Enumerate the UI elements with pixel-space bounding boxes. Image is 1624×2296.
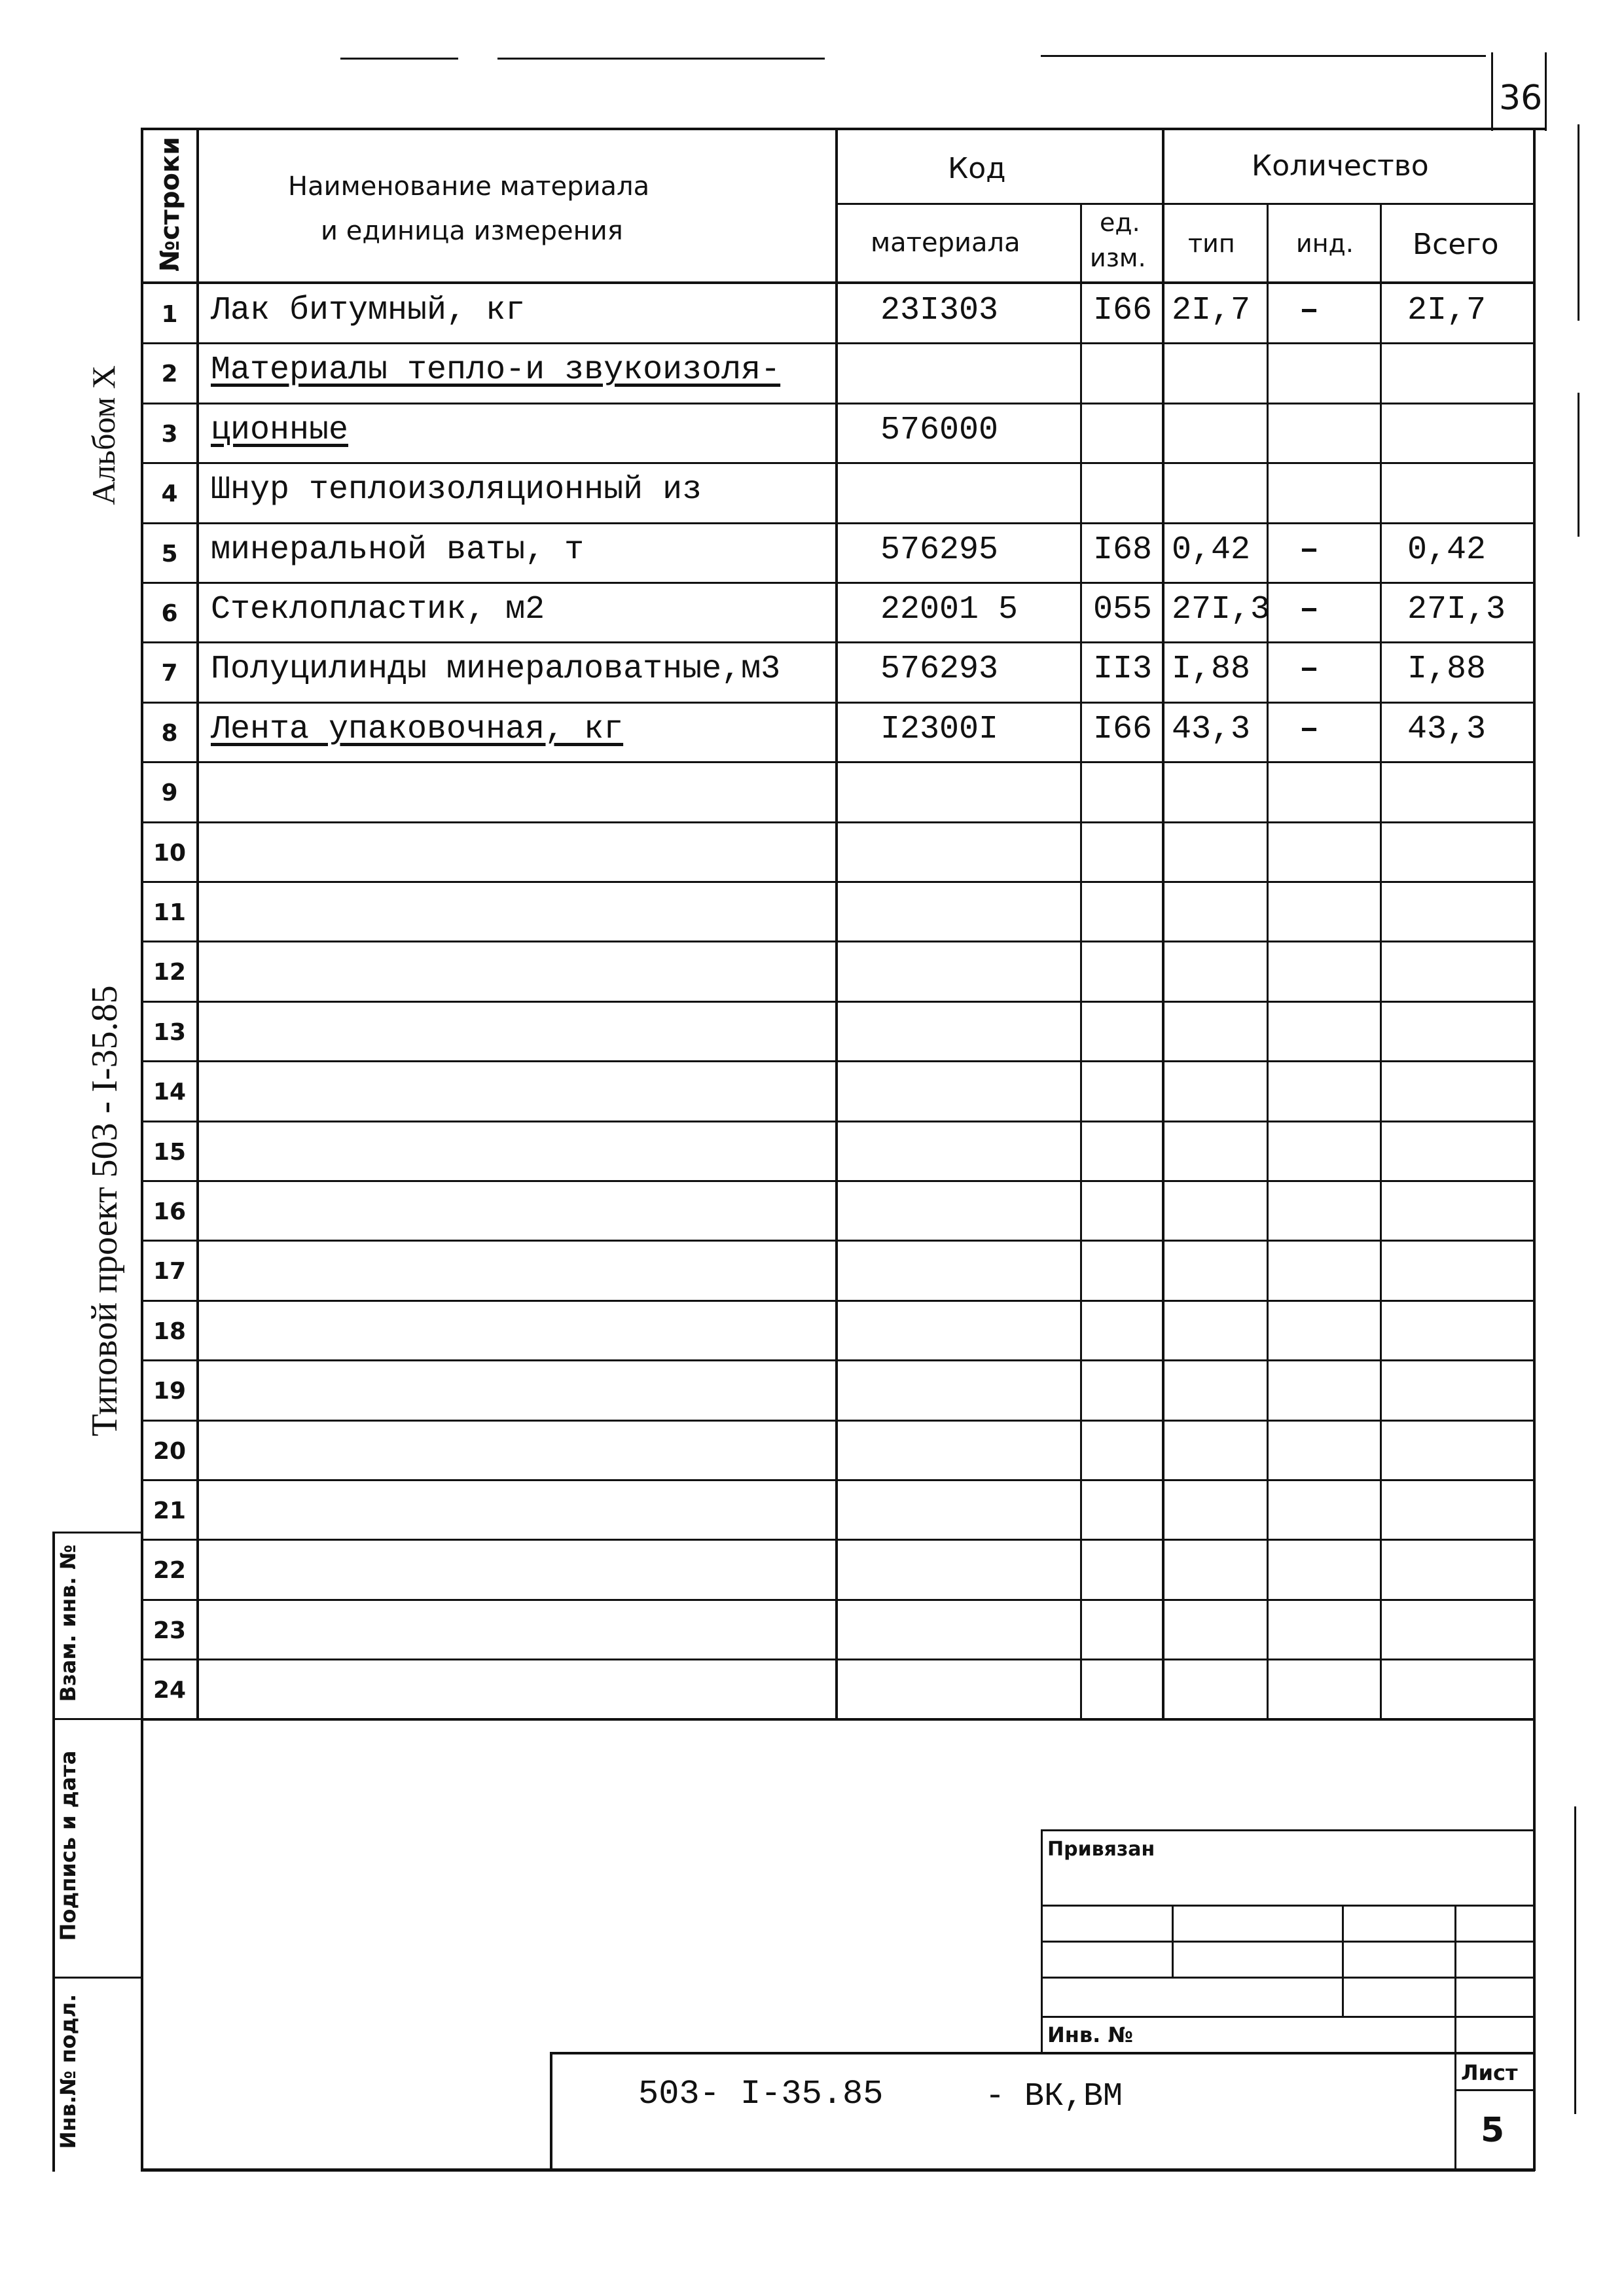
cell-name: Шнур теплоизоляционный из (211, 471, 702, 509)
cell-ind: – (1299, 292, 1320, 329)
cell-name: Полуцилинды минераловатные,м3 (211, 651, 781, 689)
total-header: Всего (1413, 228, 1499, 261)
inventory-number-label: Инв. № (1047, 2022, 1133, 2047)
unit-header-line1: ед. (1100, 208, 1140, 237)
row-number: 5 (161, 540, 178, 567)
row-number: 14 (153, 1079, 187, 1106)
type-header: тип (1188, 229, 1235, 258)
cell-name: Материалы тепло-и звукоизоля- (211, 351, 781, 389)
cell-name: ционные (211, 411, 349, 449)
cell-total: 2I,7 (1407, 292, 1487, 329)
cell-total: I,88 (1407, 651, 1487, 689)
cell-code: I2300I (880, 710, 999, 748)
sheet-label: Лист (1461, 2060, 1518, 2085)
cell-unit: I66 (1093, 292, 1153, 329)
cell-name: минеральной ваты, т (211, 531, 585, 569)
cell-total: 0,42 (1407, 531, 1487, 569)
name-header-line1: Наименование материала (288, 171, 650, 202)
row-number: 22 (153, 1557, 187, 1585)
row-number: 11 (153, 899, 187, 926)
cell-code: 22001 5 (880, 591, 1019, 628)
ind-header: инд. (1296, 229, 1354, 258)
cell-ind: – (1299, 710, 1320, 748)
row-number: 16 (153, 1198, 187, 1225)
cell-unit: I68 (1093, 531, 1153, 569)
document-suffix: - ВК,ВМ (985, 2078, 1123, 2115)
cell-ind: – (1299, 651, 1320, 689)
page-number: 36 (1499, 79, 1543, 118)
cell-type: I,88 (1172, 651, 1251, 689)
album-caption: Альбом X (85, 365, 122, 505)
row-number: 9 (161, 780, 178, 807)
row-number: 21 (153, 1498, 187, 1524)
material-header: материала (871, 228, 1020, 258)
signature-date-label: Подпись и дата (56, 1750, 81, 1941)
cell-type: 43,3 (1172, 710, 1251, 748)
cell-code: 23I303 (880, 292, 999, 329)
row-number: 3 (161, 420, 178, 448)
cell-code: 576293 (880, 651, 999, 689)
row-number: 17 (153, 1258, 187, 1285)
quantity-header: Количество (1252, 149, 1429, 183)
cell-type: 0,42 (1172, 531, 1251, 569)
cell-total: 43,3 (1407, 710, 1487, 748)
project-caption: Типовой проект 503 - I-35.85 (84, 985, 125, 1437)
row-number: 6 (161, 600, 178, 627)
unit-header-line2: изм. (1090, 243, 1146, 272)
row-number: 23 (153, 1617, 187, 1644)
cell-unit: I66 (1093, 710, 1153, 748)
row-number: 13 (153, 1018, 187, 1046)
cell-unit: 055 (1093, 591, 1153, 628)
cell-ind: – (1299, 591, 1320, 628)
cell-name: Лак битумный, кг (211, 292, 526, 329)
cell-code: 576295 (880, 531, 999, 569)
row-number: 2 (161, 361, 178, 388)
row-number: 1 (161, 301, 178, 328)
cell-code: 576000 (880, 411, 999, 449)
row-number: 20 (153, 1437, 187, 1465)
row-number: 18 (153, 1318, 187, 1345)
row-number: 8 (161, 719, 178, 747)
cell-ind: – (1299, 531, 1320, 569)
row-number: 19 (153, 1378, 187, 1405)
bound-label: Привязан (1047, 1838, 1155, 1861)
row-number: 4 (161, 480, 178, 508)
name-header-line2: и единица измерения (321, 216, 623, 246)
row-number: 24 (153, 1677, 187, 1704)
code-header: Код (948, 152, 1006, 185)
row-number: 7 (161, 660, 178, 687)
cell-name: Стеклопластик, м2 (211, 591, 545, 628)
sheet-number: 5 (1481, 2111, 1505, 2150)
original-inv-label: Инв.№ подл. (56, 1994, 81, 2149)
cell-type: 27I,3 (1172, 591, 1271, 628)
cell-name: Лента упаковочная, кг (211, 710, 624, 748)
row-number: 12 (153, 959, 187, 986)
row-number: 15 (153, 1138, 187, 1166)
cell-unit: II3 (1093, 651, 1153, 689)
replacement-inv-label: Взам. инв. № (56, 1544, 81, 1702)
cell-type: 2I,7 (1172, 292, 1251, 329)
row-number: 10 (153, 839, 187, 867)
cell-total: 27I,3 (1407, 591, 1506, 628)
row-number-header: №строки (155, 136, 185, 272)
document-code: 503- I-35.85 (638, 2075, 884, 2113)
